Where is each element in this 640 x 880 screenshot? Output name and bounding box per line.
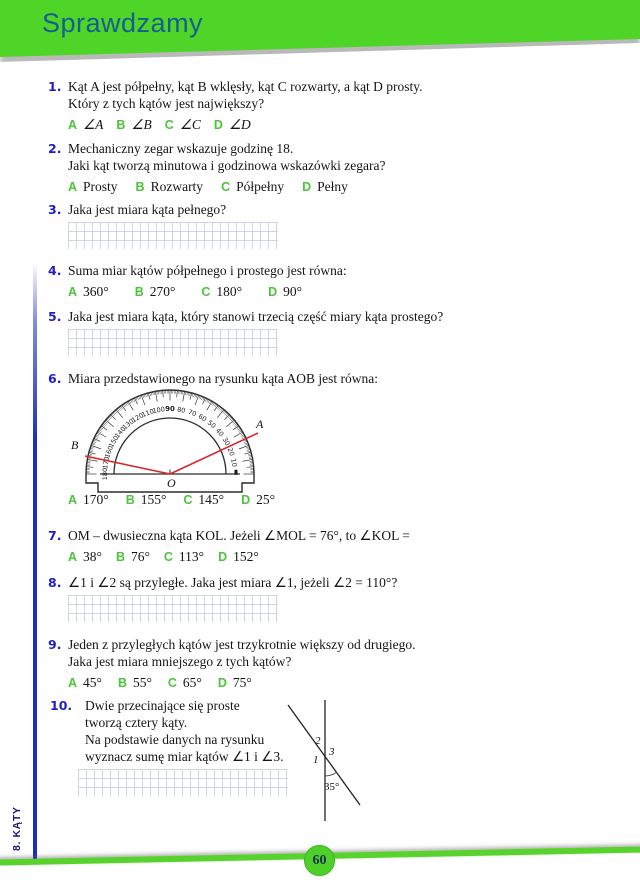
question-number: 3. — [48, 202, 62, 217]
question-text: Jeden z przyległych kątów jest trzykrotnie większy od drugiego. — [68, 637, 416, 652]
option-letter: B — [134, 285, 144, 299]
option-a — [68, 283, 109, 301]
point-a-label: A — [256, 417, 264, 431]
answer-options — [68, 178, 386, 196]
chapter-label: 8. KĄTY — [11, 806, 23, 851]
option-d — [302, 178, 348, 196]
option-value: ∠B — [131, 117, 152, 132]
option-letter: D — [213, 118, 223, 132]
question-9 — [48, 636, 416, 692]
question-text: ∠1 i ∠2 są przyległe. Jaka jest miara ∠1, jeżeli ∠2 = 110°? — [68, 575, 398, 590]
option-value: 155° — [140, 492, 167, 507]
question-number: 10. — [50, 698, 73, 713]
question-number: 1. — [48, 79, 62, 94]
question-2 — [48, 140, 386, 196]
option-letter: A — [68, 550, 78, 564]
option-d — [218, 548, 259, 566]
answer-options — [68, 283, 347, 301]
svg-text:80: 80 — [176, 405, 187, 415]
question-text: Jaka jest miara mniejszego z tych kątów? — [68, 654, 292, 669]
option-value: 65° — [182, 675, 202, 690]
question-number: 4. — [48, 263, 62, 278]
question-text: tworzą cztery kąty. — [85, 715, 188, 730]
question-text: Dwie przecinające się proste — [85, 698, 240, 713]
option-letter: A — [68, 493, 78, 507]
option-letter: C — [163, 550, 173, 564]
svg-text:30: 30 — [220, 436, 232, 448]
option-value: ∠C — [179, 117, 201, 132]
option-value: Prosty — [83, 179, 118, 194]
option-value: 75° — [232, 675, 252, 690]
option-letter: B — [135, 180, 145, 194]
option-value: 180° — [216, 284, 243, 299]
svg-text:20: 20 — [225, 446, 237, 458]
option-value: 55° — [132, 675, 152, 690]
question-10 — [48, 697, 288, 796]
option-letter: A — [68, 118, 78, 132]
option-letter: A — [68, 285, 78, 299]
given-angle-label: 35° — [324, 781, 340, 793]
option-a — [68, 548, 102, 566]
option-value: 145° — [198, 492, 225, 507]
option-c — [201, 283, 242, 301]
option-b — [126, 491, 167, 509]
option-letter: C — [167, 676, 177, 690]
point-b-label: B — [71, 438, 79, 452]
option-d — [268, 283, 302, 301]
question-text: Mechaniczny zegar wskazuje godzinę 18. — [68, 141, 294, 156]
option-letter: C — [221, 180, 231, 194]
option-letter: B — [115, 550, 125, 564]
option-b — [116, 116, 151, 134]
option-value: 170° — [83, 492, 109, 507]
question-number: 2. — [48, 141, 62, 156]
protractor-figure — [60, 386, 272, 504]
option-letter: D — [241, 493, 251, 507]
svg-text:140: 140 — [113, 425, 128, 440]
question-6-answers — [48, 491, 275, 509]
option-c — [165, 116, 201, 134]
option-letter: B — [116, 118, 126, 132]
option-value: Półpełny — [236, 179, 285, 194]
svg-text:90: 90 — [165, 405, 175, 414]
svg-text:130: 130 — [121, 417, 136, 432]
question-number: 6. — [48, 371, 62, 386]
answer-options — [68, 548, 410, 566]
option-letter: D — [218, 550, 228, 564]
option-letter: A — [68, 676, 78, 690]
option-value: Pełny — [317, 179, 348, 194]
option-c — [164, 548, 204, 566]
option-a — [68, 116, 103, 134]
question-8 — [48, 574, 397, 622]
sidebar-sky-image — [0, 234, 34, 862]
svg-text:50: 50 — [205, 418, 218, 431]
svg-text:60: 60 — [196, 412, 208, 424]
svg-text:10: 10 — [229, 457, 239, 468]
option-letter: C — [201, 285, 211, 299]
question-number: 8. — [48, 575, 62, 590]
answer-grid — [68, 329, 278, 356]
question-number: 9. — [48, 637, 62, 652]
option-c — [183, 491, 224, 509]
question-number: 7. — [48, 528, 62, 543]
answer-grid — [78, 769, 288, 796]
answer-grid — [68, 595, 278, 622]
option-d — [218, 674, 252, 692]
option-letter: C — [183, 493, 193, 507]
option-b — [135, 283, 176, 301]
protractor-zero-mark — [234, 470, 237, 475]
option-value: 25° — [256, 492, 275, 507]
question-text: Jaka jest miara kąta, który stanowi trzecią część miary kąta prostego? — [68, 309, 444, 324]
option-c — [221, 178, 284, 196]
page-number-badge — [304, 845, 335, 876]
svg-text:40: 40 — [213, 426, 226, 439]
question-6 — [48, 370, 378, 387]
page-number: 60 — [312, 852, 327, 868]
option-a — [68, 674, 102, 692]
svg-text:180: 180 — [101, 467, 110, 481]
spacer — [48, 491, 68, 509]
intersecting-lines-figure — [283, 697, 395, 829]
option-value: Rozwarty — [150, 179, 204, 194]
question-text: wyznacz sumę miar kątów ∠1 i ∠3. — [85, 749, 284, 764]
option-a — [68, 178, 118, 196]
question-4 — [48, 262, 347, 301]
question-5 — [48, 308, 443, 356]
answer-grid — [68, 222, 278, 249]
option-d — [214, 116, 251, 134]
question-number: 5. — [48, 309, 62, 324]
svg-text:150: 150 — [107, 434, 121, 449]
answer-options — [68, 491, 275, 509]
svg-text:120: 120 — [130, 411, 145, 425]
option-value: ∠D — [228, 117, 251, 132]
question-text: Który z tych kątów jest największy? — [68, 96, 265, 111]
vertex-o-label: O — [167, 476, 176, 490]
answer-options — [68, 674, 416, 692]
option-letter: D — [268, 285, 278, 299]
question-3 — [48, 201, 278, 249]
ray-ob — [85, 456, 170, 474]
question-text: Jaki kąt tworzą minutowa i godzinowa wskazówki zegara? — [68, 158, 386, 173]
option-letter: D — [302, 180, 312, 194]
sidebar-divider — [33, 262, 37, 860]
angle-1-label: 1 — [313, 754, 319, 766]
question-text: Suma miar kątów półpełnego i prostego jest równa: — [68, 263, 347, 278]
option-b — [116, 548, 150, 566]
option-c — [168, 674, 202, 692]
option-letter: B — [117, 676, 127, 690]
option-b — [136, 178, 204, 196]
option-letter: C — [164, 118, 174, 132]
svg-text:70: 70 — [186, 407, 198, 419]
option-letter: B — [125, 493, 135, 507]
question-text: OM – dwusieczna kąta KOL. Jeżeli ∠MOL = 76°, to ∠KOL = — [68, 528, 410, 543]
question-text: Na podstawie danych na rysunku — [85, 732, 265, 747]
question-text: Jaka jest miara kąta pełnego? — [68, 202, 227, 217]
option-value: ∠A — [83, 117, 104, 132]
question-text: Kąt A jest półpełny, kąt B wklęsły, kąt C rozwarty, a kąt D prosty. — [68, 79, 423, 94]
option-a — [68, 491, 109, 509]
angle-arc — [325, 772, 337, 776]
option-b — [118, 674, 152, 692]
option-value: 152° — [233, 549, 259, 564]
option-value: 360° — [83, 284, 109, 299]
option-value: 90° — [283, 284, 302, 299]
option-d — [241, 491, 275, 509]
page-title: Sprawdzamy — [42, 8, 204, 38]
svg-text:110: 110 — [140, 407, 156, 419]
option-value: 45° — [83, 675, 102, 690]
angle-3-label: 3 — [329, 746, 335, 758]
question-1 — [48, 78, 423, 134]
svg-text:160: 160 — [103, 444, 115, 460]
option-value: 38° — [83, 549, 102, 564]
option-value: 76° — [130, 549, 150, 564]
option-letter: D — [217, 676, 227, 690]
svg-text:170: 170 — [101, 455, 112, 470]
option-letter: A — [68, 180, 78, 194]
question-7 — [48, 527, 410, 566]
svg-text:100: 100 — [151, 405, 166, 416]
option-value: 113° — [178, 549, 205, 564]
angle-2-label: 2 — [315, 735, 321, 747]
question-text: Miara przedstawionego na rysunku kąta AOB jest równa: — [68, 371, 379, 386]
answer-options — [68, 116, 423, 134]
option-value: 270° — [149, 284, 176, 299]
